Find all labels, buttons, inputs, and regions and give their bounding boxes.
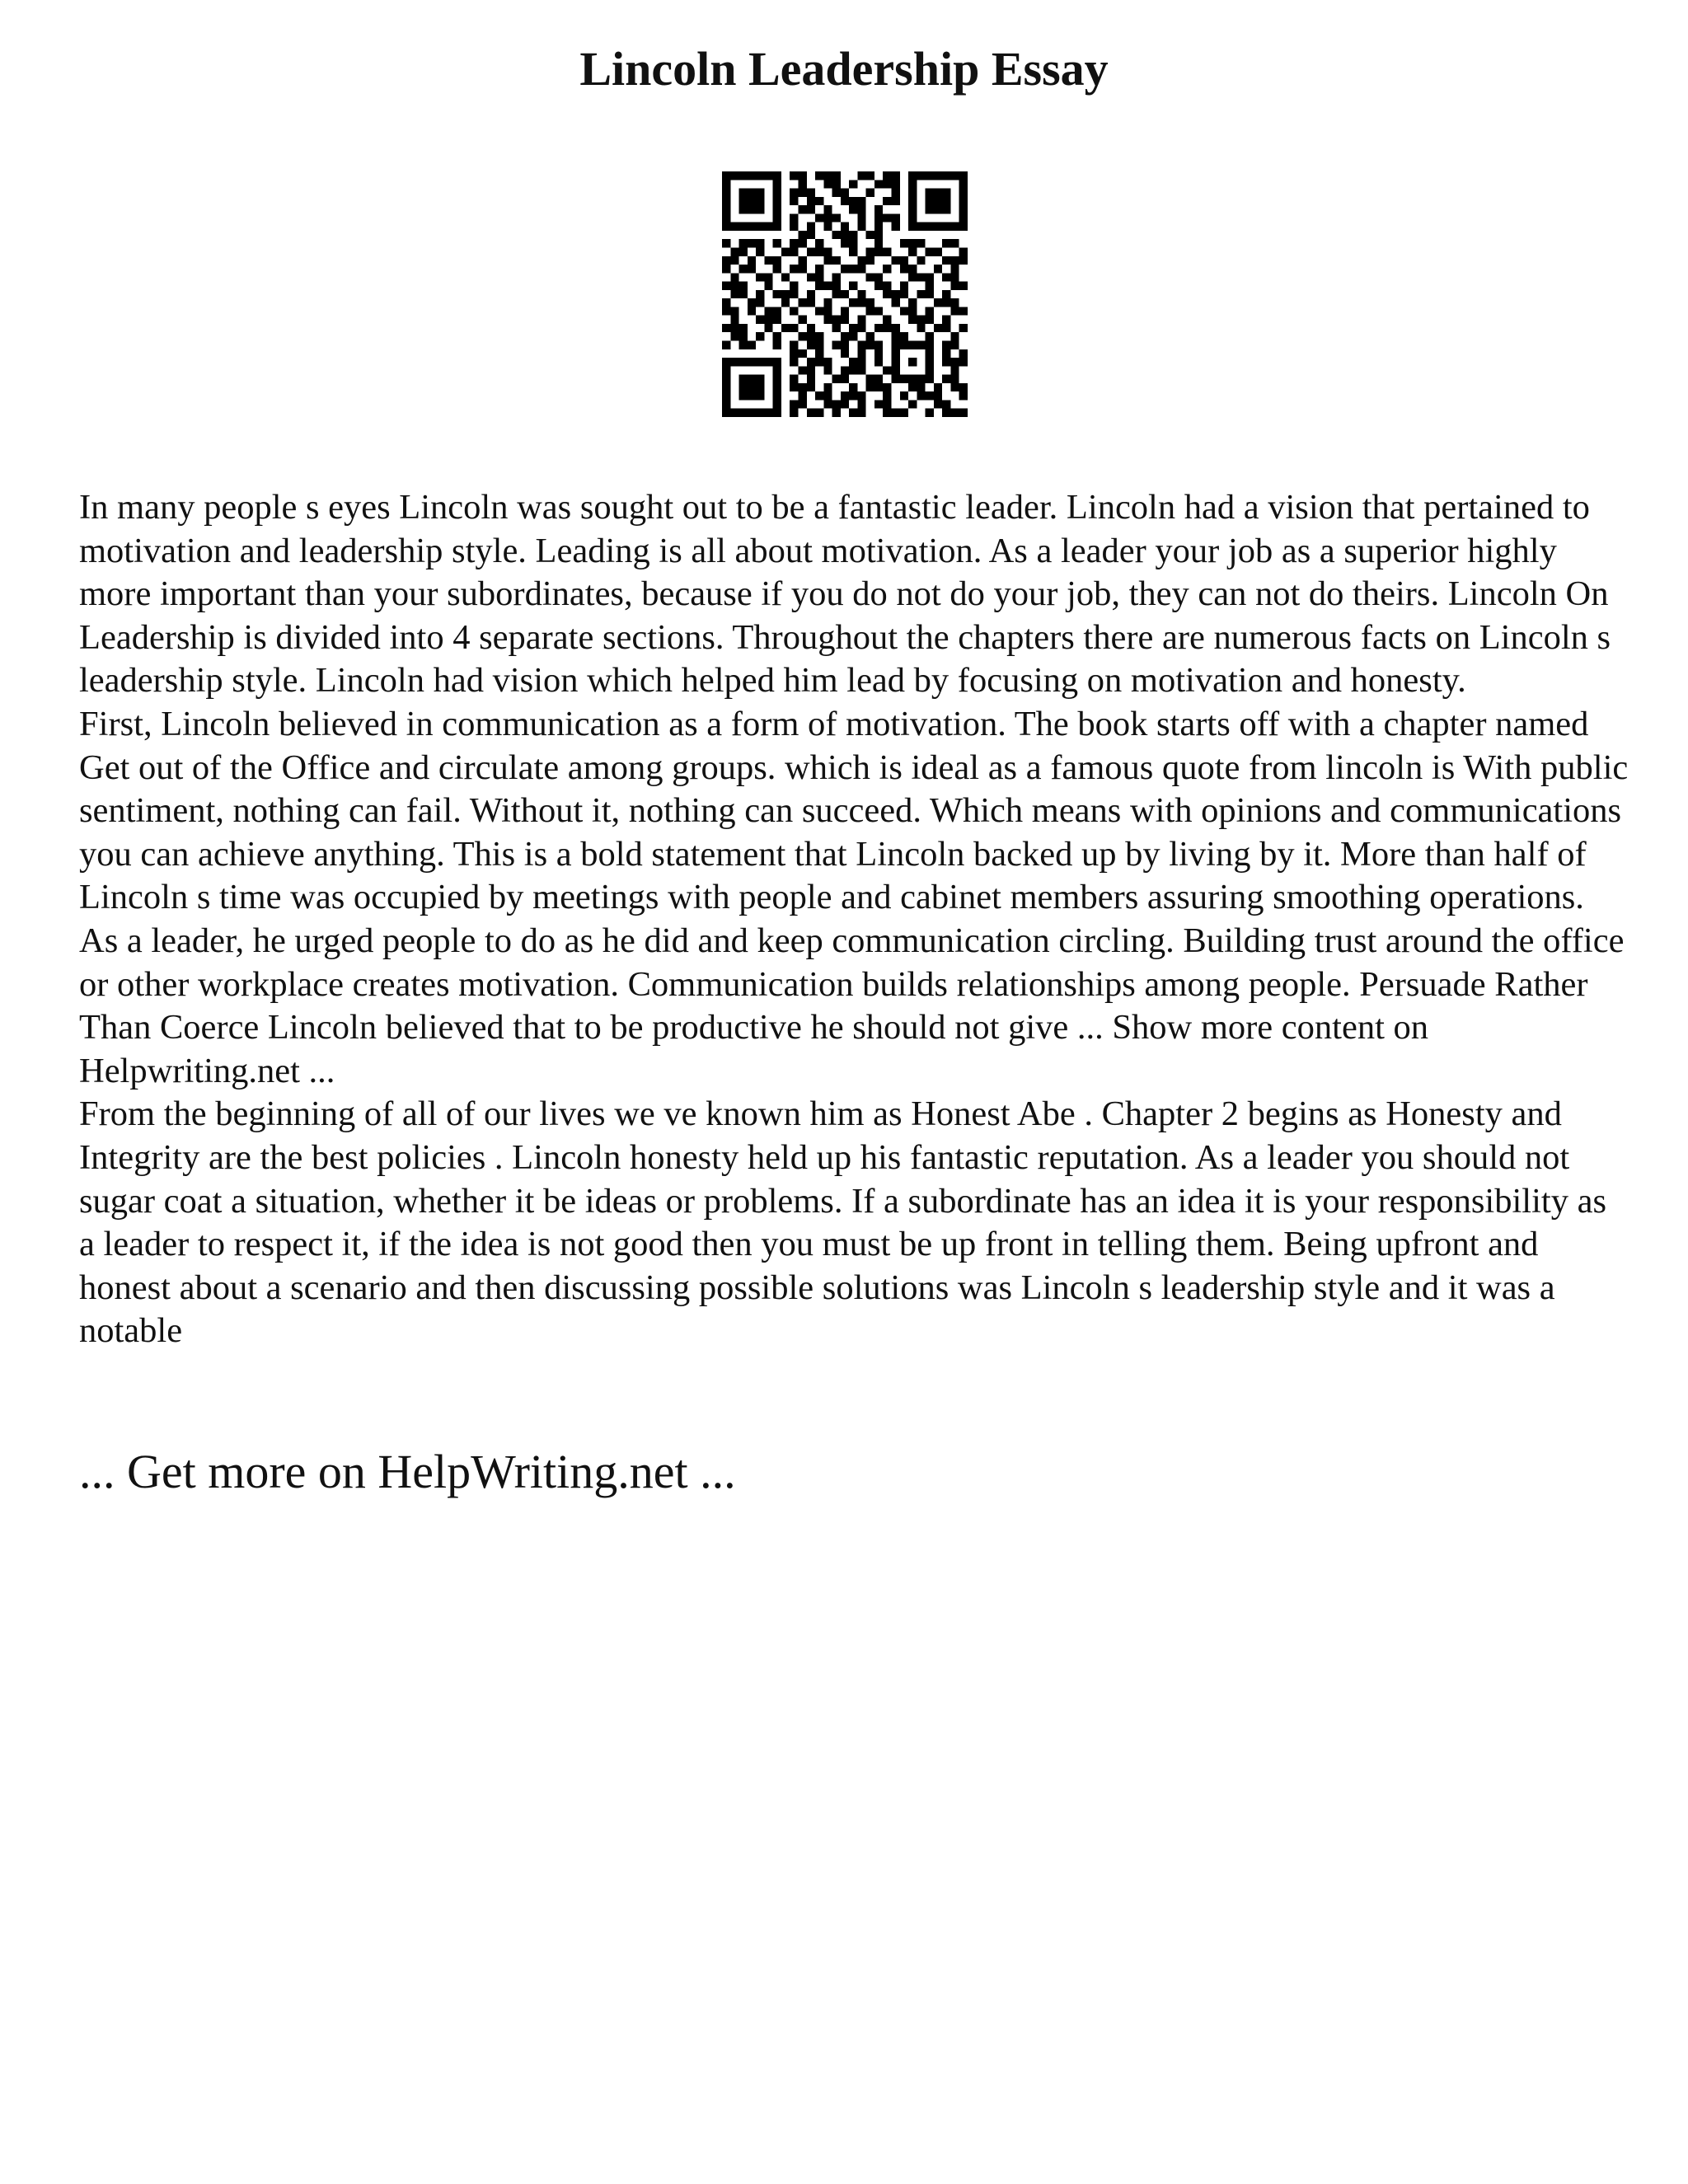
paragraph-3: From the beginning of all of our lives we ve known him as Honest Abe . Chapter 2 begins as Honesty and Integrity are the best policies . Lincoln honesty held up his fantastic reputation. As a leader you should not sugar coat a situation, whether it be ideas or problems. If a subordinate has an idea it is your responsibility as a leader to respect it, if the idea is not good then you must be up front in telling them. Being upfront and honest about a scenario and then discussing possible solutions was Lincoln s leadership style and it was a notable	[79, 1094, 1607, 1351]
qr-code-icon	[722, 171, 968, 417]
paragraph-2: First, Lincoln believed in communication as a form of motivation. The book starts off with a chapter named Get out of the Office and circulate among groups. which is ideal as a famous quote from lincoln is With public sentiment, nothing can fail. Without it, nothing can succeed. Which means with opinions and communications you can achieve anything. This is a bold statement that Lincoln backed up by living by it. More than half of Lincoln s time was occupied by meetings with people and cabinet members assuring smoothing operations. As a leader, he urged people to do as he did and keep communication circling. Building trust around the office or other workplace creates motivation. Communication builds relationships among people. Persuade Rather Than Coerce Lincoln believed that to be productive he should not give ... Show more content on Helpwriting.net ...	[79, 704, 1629, 1090]
paragraph-1: In many people s eyes Lincoln was sought out to be a fantastic leader. Lincoln had a vision that pertained to motivation and leadership style. Leading is all about motivation. As a leader your job as a superior highly more important than your subordinates, because if you do not do your job, they can not do theirs. Lincoln On Leadership is divided into 4 separate sections. Throughout the chapters there are numerous facts on Lincoln s leadership style. Lincoln had vision which helped him lead by focusing on motivation and honesty.	[79, 488, 1611, 701]
qr-code[interactable]	[722, 171, 968, 417]
get-more-link[interactable]: ... Get more on HelpWriting.net ...	[79, 1445, 736, 1498]
document-title: Lincoln Leadership Essay	[579, 42, 1109, 96]
essay-body	[79, 486, 1629, 1353]
